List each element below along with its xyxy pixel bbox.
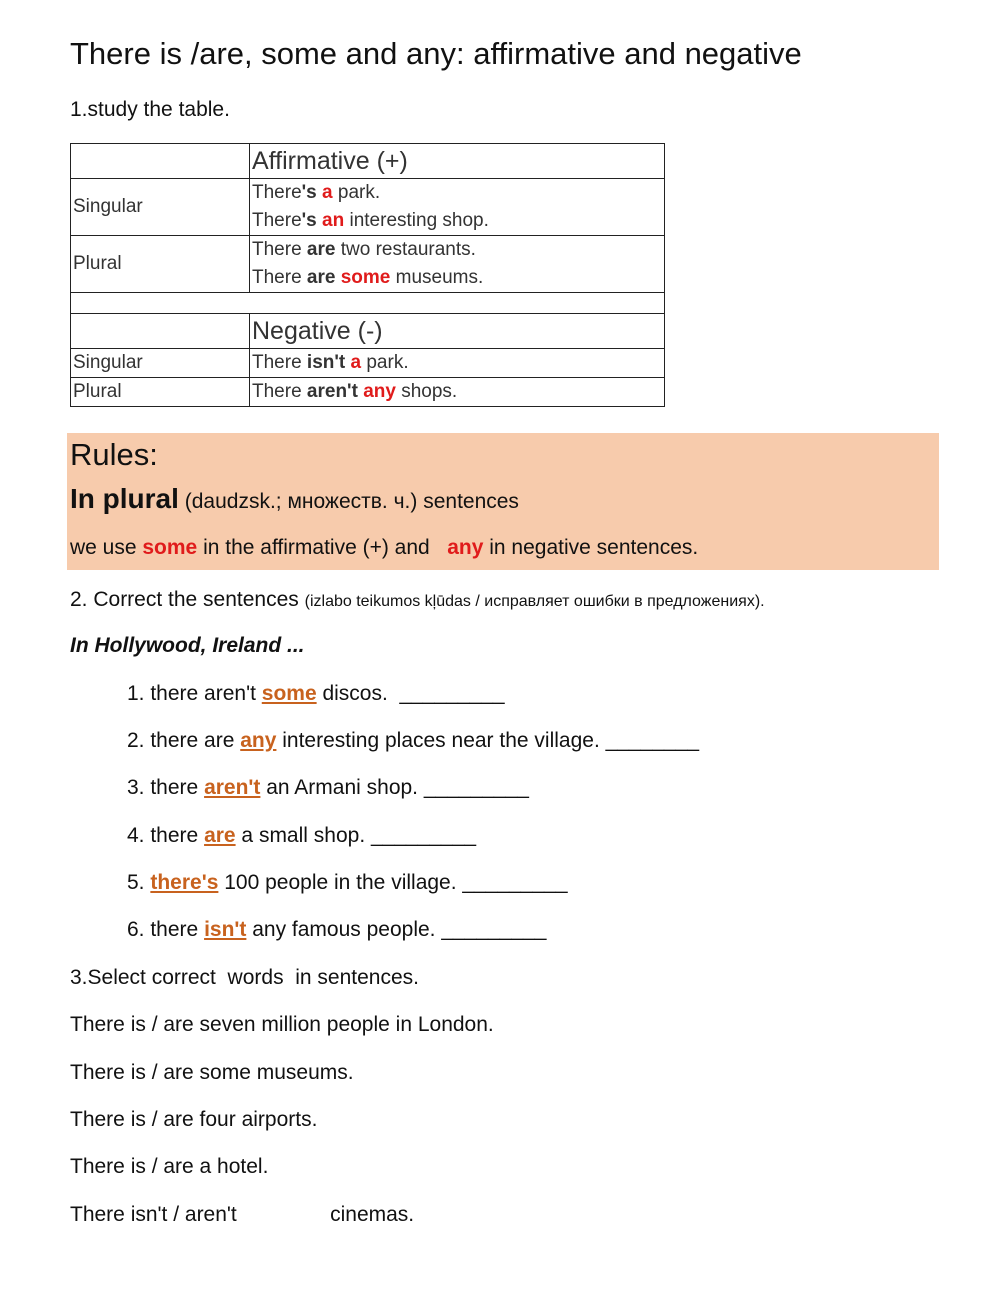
affirmative-singular-row: [71, 179, 665, 236]
affirmative-header-row: [71, 144, 665, 179]
plural-label: Plural: [71, 236, 250, 293]
select-sentence: There is / are some museums.: [70, 1061, 354, 1084]
table-spacer-row: [71, 293, 665, 314]
affirmative-header: Affirmative (+): [250, 144, 665, 179]
negative-plural-example: There aren't any shops.: [250, 378, 665, 407]
negative-plural-row: [71, 378, 665, 407]
exercise-item: 3. there aren't an Armani shop. _________: [127, 776, 529, 799]
error-word: any: [240, 729, 277, 752]
error-word: some: [261, 682, 317, 705]
negative-singular-example: There isn't a park.: [250, 349, 665, 378]
select-sentence: There isn't / aren't cinemas.: [70, 1203, 415, 1226]
exercise-item: 1. there aren't some discos. _________: [127, 682, 505, 705]
plural-label: Plural: [71, 378, 250, 407]
exercise-item: 4. there are a small shop. _________: [127, 824, 477, 847]
error-word: there's: [150, 871, 219, 894]
negative-header: Negative (-): [250, 314, 665, 349]
exercise-item: 5. there's 100 people in the village. _________: [127, 871, 568, 894]
select-sentence: There is / are a hotel.: [70, 1155, 269, 1178]
select-sentence: There is / are four airports.: [70, 1108, 318, 1131]
task2-subheading: In Hollywood, Ireland ...: [70, 634, 305, 657]
negative-singular-row: [71, 349, 665, 378]
rules-heading: Rules:: [70, 437, 158, 472]
task1-instruction: 1.study the table.: [70, 98, 230, 121]
singular-label: Singular: [71, 349, 250, 378]
exercise-item: 2. there are any interesting places near the village. ________: [127, 729, 700, 752]
error-word: are: [204, 824, 236, 847]
rules-line-2: we use some in the affirmative (+) and any in negative sentences.: [70, 536, 699, 559]
singular-label: Singular: [71, 179, 250, 236]
error-word: isn't: [204, 918, 247, 941]
task2-instruction: 2. Correct the sentences (izlabo teikumos kļūdas / исправляет ошибки в предложениях).: [70, 588, 765, 611]
page-title: There is /are, some and any: affirmative and negative: [70, 36, 802, 71]
rules-line-1: In plural (daudzsk.; множеств. ч.) sentences: [70, 483, 519, 514]
affirmative-plural-row: [71, 236, 665, 293]
error-word: aren't: [204, 776, 261, 799]
negative-header-row: [71, 314, 665, 349]
select-sentence: There is / are seven million people in London.: [70, 1013, 494, 1036]
affirmative-singular-examples: There's a park. There's an interesting shop.: [250, 179, 665, 236]
grammar-table: [70, 143, 665, 407]
rules-box: [67, 433, 939, 570]
affirmative-plural-examples: There are two restaurants. There are some museums.: [250, 236, 665, 293]
task3-instruction: 3.Select correct words in sentences.: [70, 966, 419, 989]
exercise-item: 6. there isn't any famous people. _________: [127, 918, 547, 941]
